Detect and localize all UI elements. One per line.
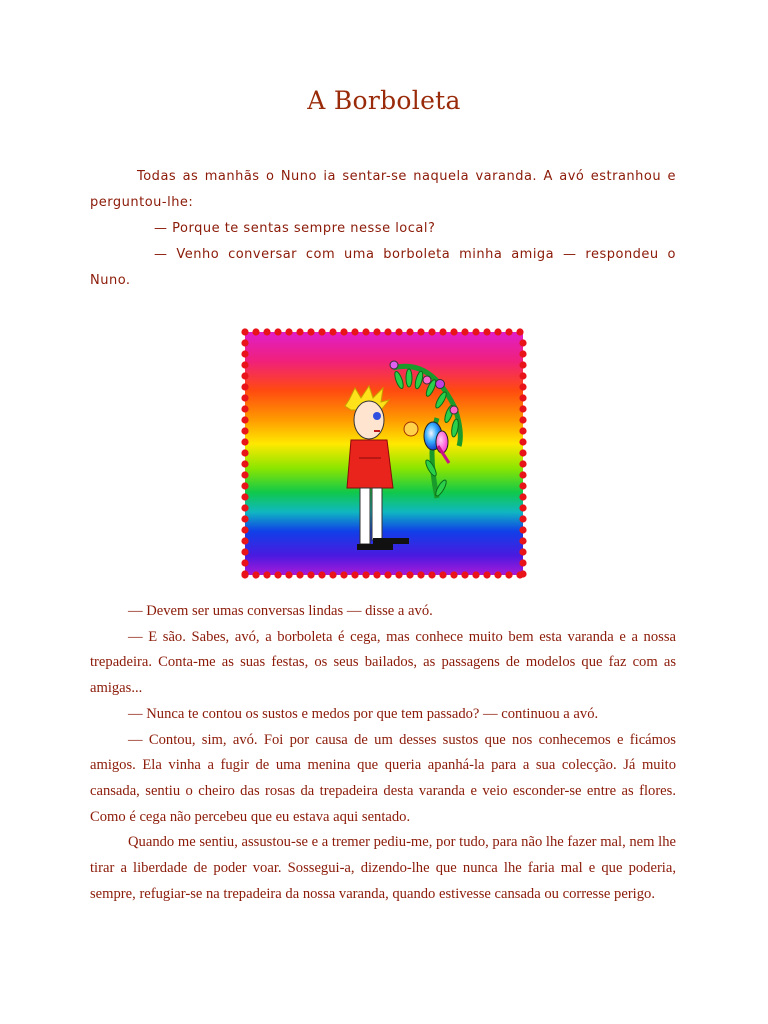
frame-dot: [406, 571, 413, 578]
frame-dot: [519, 482, 526, 489]
story-body: [90, 599, 676, 907]
frame-dot: [241, 493, 248, 500]
frame-dot: [241, 427, 248, 434]
frame-dot: [519, 471, 526, 478]
frame-dot: [395, 571, 402, 578]
frame-dot: [274, 571, 281, 578]
frame-dot: [351, 328, 358, 335]
story-illustration: [241, 328, 527, 579]
frame-dot: [519, 350, 526, 357]
frame-dot: [494, 328, 501, 335]
frame-dot: [340, 328, 347, 335]
frame-dot: [461, 328, 468, 335]
frame-dot: [519, 559, 526, 566]
frame-dot: [505, 328, 512, 335]
frame-dot: [439, 571, 446, 578]
frame-dot: [516, 328, 523, 335]
frame-dot: [351, 571, 358, 578]
frame-dot: [329, 571, 336, 578]
frame-dot: [519, 339, 526, 346]
frame-dot: [519, 438, 526, 445]
frame-dot: [519, 460, 526, 467]
frame-dot: [450, 571, 457, 578]
frame-dot: [241, 438, 248, 445]
frame-dot: [428, 571, 435, 578]
frame-dot: [241, 394, 248, 401]
frame-dot: [519, 372, 526, 379]
frame-dot: [472, 328, 479, 335]
frame-dot: [241, 339, 248, 346]
frame-dot: [373, 571, 380, 578]
frame-dot: [241, 416, 248, 423]
frame-dot: [329, 328, 336, 335]
frame-dot: [241, 515, 248, 522]
frame-dot: [505, 571, 512, 578]
frame-dot: [519, 405, 526, 412]
frame-dot: [373, 328, 380, 335]
frame-dot: [241, 350, 248, 357]
frame-dot: [285, 571, 292, 578]
frame-dot: [450, 328, 457, 335]
frame-dot: [472, 571, 479, 578]
story-title: A Borboleta: [307, 86, 461, 115]
frame-dot: [395, 328, 402, 335]
frame-dot: [519, 570, 526, 577]
intro-dialogue-line: — Porque te sentas sempre nesse local?: [154, 221, 436, 236]
frame-dot: [519, 493, 526, 500]
frame-dot: [241, 537, 248, 544]
frame-dot: [519, 427, 526, 434]
frame-dot: [417, 571, 424, 578]
frame-dot: [241, 383, 248, 390]
frame-dot: [461, 571, 468, 578]
frame-dot: [406, 328, 413, 335]
frame-dot: [417, 328, 424, 335]
frame-dot: [362, 571, 369, 578]
frame-dot: [519, 394, 526, 401]
frame-dot: [519, 526, 526, 533]
frame-dot: [318, 328, 325, 335]
intro-dialogue-line: — Venho conversar com uma borboleta minha amiga — respondeu o Nuno.: [90, 247, 676, 288]
frame-dot: [362, 328, 369, 335]
illustration-svg: [241, 328, 527, 579]
frame-dot: [519, 548, 526, 555]
frame-dot: [439, 328, 446, 335]
frame-dot: [252, 571, 259, 578]
frame-dot: [519, 515, 526, 522]
frame-dot: [252, 328, 259, 335]
frame-dot: [241, 526, 248, 533]
frame-dot: [519, 449, 526, 456]
frame-dot: [285, 328, 292, 335]
frame-dot: [241, 471, 248, 478]
frame-dot: [494, 571, 501, 578]
frame-dot: [384, 571, 391, 578]
intro-section: [90, 164, 676, 294]
body-paragraph: — Devem ser umas conversas lindas — disse a avó.: [128, 603, 433, 619]
frame-dot: [241, 361, 248, 368]
body-paragraph: — Nunca te contou os sustos e medos por que tem passado? — continuou a avó.: [128, 705, 599, 722]
frame-dot: [241, 405, 248, 412]
frame-dot: [307, 571, 314, 578]
frame-dot: [241, 559, 248, 566]
frame-dot: [241, 504, 248, 511]
frame-dot: [241, 548, 248, 555]
body-paragraph: Quando me sentiu, assustou-se e a tremer pediu-me, por tudo, para não lhe fazer mal, nem lhe tirar a liberdade de poder voar. Sossegui-a, dizendo-lhe que nunca lhe faria mal e que poderia, sempre, refugiar-se na trepadeira da nossa varanda, quando estivesse cansada ou corresse perigo.: [90, 834, 676, 902]
frame-dot: [241, 482, 248, 489]
frame-dot: [241, 328, 248, 335]
body-paragraph: — Contou, sim, avó. Foi por causa de um desses sustos que nos conhecemos e ficámos amigos. Ela vinha a fugir de uma menina que queria apanhá-la para a sua colecção. Já muito cansada, sentiu o cheiro das rosas da trepadeira desta varanda e veio esconder-se entre as flores. Como é cega não percebeu que eu estava aqui sentado.: [90, 731, 676, 825]
body-paragraph: — E são. Sabes, avó, a borboleta é cega, mas conhece muito bem esta varanda e a nossa trepadeira. Conta-me as suas festas, os seus bailados, as passagens de modelos que faz com as amigas...: [90, 628, 676, 697]
frame-dot: [428, 328, 435, 335]
frame-dot: [241, 570, 248, 577]
frame-dot: [263, 328, 270, 335]
frame-dot: [519, 504, 526, 511]
frame-dot: [340, 571, 347, 578]
frame-dot: [519, 537, 526, 544]
frame-dot: [483, 328, 490, 335]
frame-dot: [263, 571, 270, 578]
frame-dot: [318, 571, 325, 578]
frame-dot: [274, 328, 281, 335]
frame-dot: [296, 571, 303, 578]
frame-dot: [241, 460, 248, 467]
frame-dot: [483, 571, 490, 578]
intro-paragraph: Todas as manhãs o Nuno ia sentar-se naquela varanda. A avó estranhou e perguntou-lhe:: [90, 169, 676, 210]
frame-dot: [296, 328, 303, 335]
frame-dot: [307, 328, 314, 335]
frame-dot: [519, 383, 526, 390]
frame-dot: [384, 328, 391, 335]
frame-dot: [241, 372, 248, 379]
frame-dot: [519, 416, 526, 423]
frame-dot: [519, 361, 526, 368]
frame-dot: [241, 449, 248, 456]
